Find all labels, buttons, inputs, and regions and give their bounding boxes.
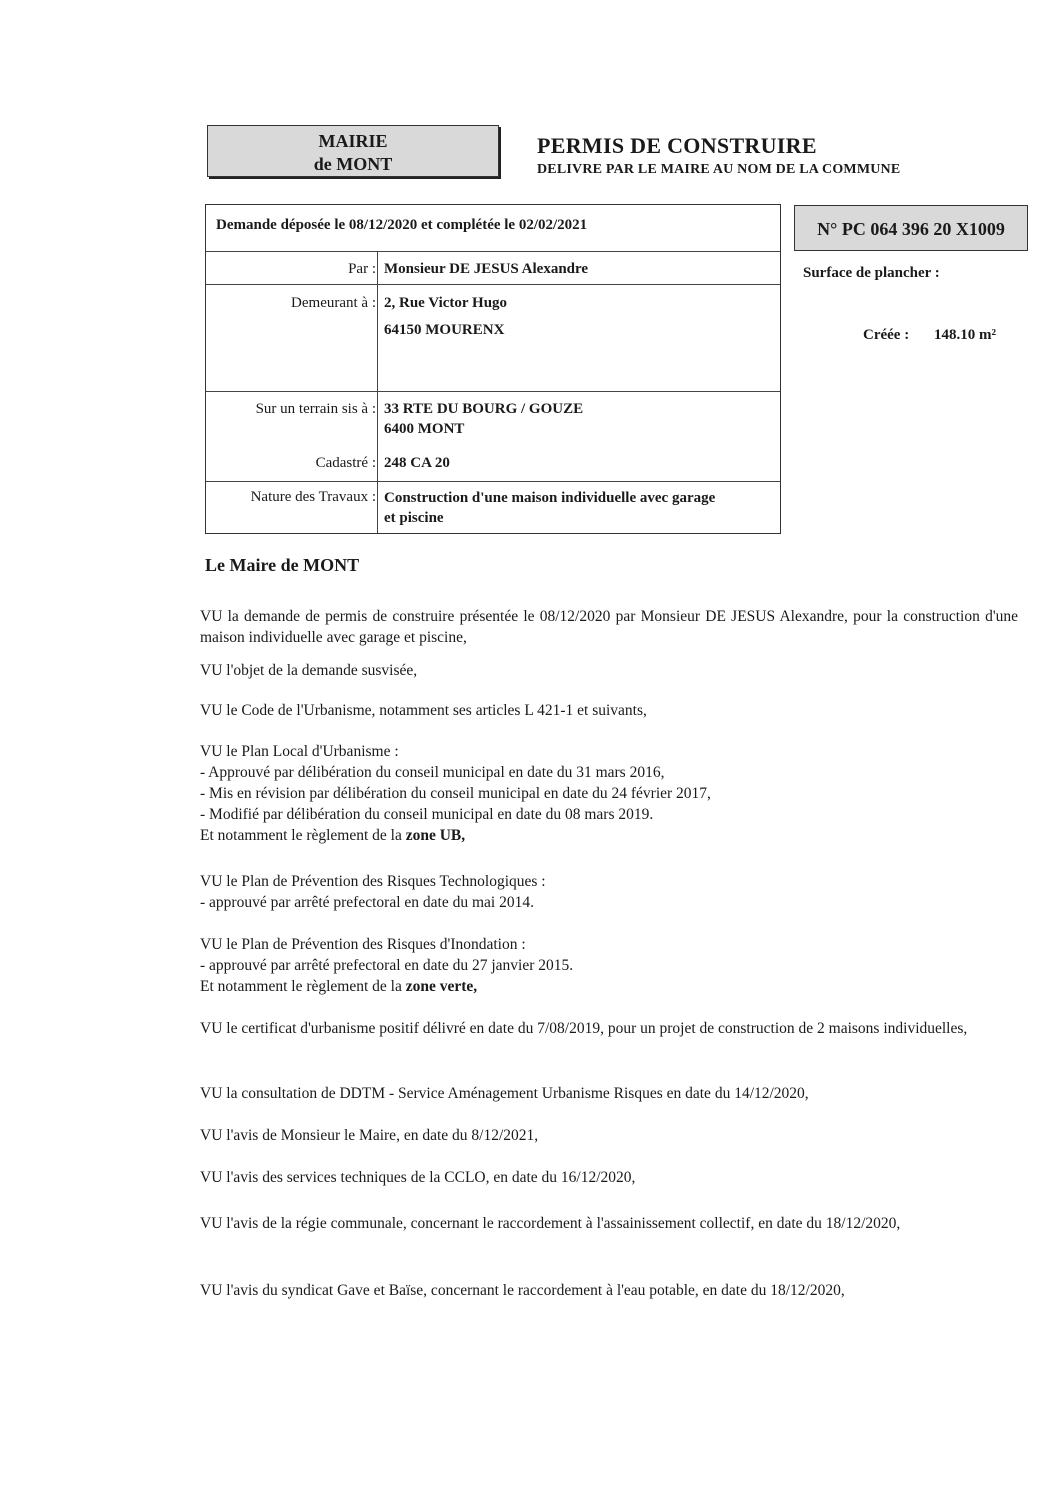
plu-line: VU le Plan Local d'Urbanisme : <box>200 743 399 760</box>
land-line1: 33 RTE DU BOURG / GOUZE <box>384 401 584 417</box>
paragraph-plu <box>200 741 1018 846</box>
land-label: Sur un terrain sis à : <box>255 401 376 417</box>
plu-line: - Mis en révision par délibération du conseil municipal en date du 24 février 2017, <box>200 785 711 802</box>
ppri-line: VU le Plan de Prévention des Risques d'Inondation : <box>200 936 526 953</box>
applicant-label: Par : <box>348 261 376 277</box>
address-line1: 2, Rue Victor Hugo <box>384 295 508 311</box>
works-label: Nature des Travaux : <box>250 489 376 505</box>
works-line2: et piscine <box>384 510 444 526</box>
address-line2: 64150 MOURENX <box>384 322 505 338</box>
paragraph-cclo: VU l'avis des services techniques de la CCLO, en date du 16/12/2020, <box>200 1169 636 1186</box>
zone-ub: zone UB, <box>405 827 466 844</box>
ppri-line: Et notamment le règlement de la zone verte, <box>200 978 478 995</box>
mairie-line2: de MONT <box>313 154 393 174</box>
applicant-value: Monsieur DE JESUS Alexandre <box>384 261 589 277</box>
paragraph-code: VU le Code de l'Urbanisme, notamment ses articles L 421-1 et suivants, <box>200 702 647 719</box>
cadastre-label: Cadastré : <box>315 455 376 471</box>
permit-title: PERMIS DE CONSTRUIRE <box>537 133 817 158</box>
mairie-line1: MAIRIE <box>318 131 388 151</box>
plu-line: - Approuvé par délibération du conseil municipal en date du 31 mars 2016, <box>200 764 665 781</box>
paragraph-pprt <box>200 871 1018 913</box>
zone-verte: zone verte, <box>405 978 478 995</box>
filing-dates: Demande déposée le 08/12/2020 et complétée le 02/02/2021 <box>216 217 588 233</box>
paragraph-regie: VU l'avis de la régie communale, concernant le raccordement à l'assainissement collectif, en date du 18/12/2020, <box>200 1215 901 1232</box>
surface-label: Surface de plancher : <box>803 265 940 281</box>
land-line2: 6400 MONT <box>384 421 465 437</box>
paragraph-object: VU l'objet de la demande susvisée, <box>200 662 418 679</box>
plu-line: - Modifié par délibération du conseil municipal en date du 08 mars 2019. <box>200 806 654 823</box>
paragraph-syndicat: VU l'avis du syndicat Gave et Baïse, concernant le raccordement à l'eau potable, en date du 18/12/2020, <box>200 1282 845 1299</box>
address-label: Demeurant à : <box>291 295 376 311</box>
permit-number: N° PC 064 396 20 X1009 <box>794 205 1028 251</box>
pprt-line: - approuvé par arrêté prefectoral en date du mai 2014. <box>200 894 534 911</box>
mairie-box <box>207 125 499 177</box>
mayor-heading: Le Maire de MONT <box>205 555 360 575</box>
application-table <box>205 204 781 534</box>
cadastre-value: 248 CA 20 <box>384 455 450 471</box>
ppri-line: - approuvé par arrêté prefectoral en date du 27 janvier 2015. <box>200 957 574 974</box>
paragraph-mayor-opinion: VU l'avis de Monsieur le Maire, en date du 8/12/2021, <box>200 1127 539 1144</box>
paragraph-ddtm: VU la consultation de DDTM - Service Aménagement Urbanisme Risques en date du 14/12/2020, <box>200 1085 809 1102</box>
works-line1: Construction d'une maison individuelle avec garage <box>384 490 716 506</box>
paragraph-certificate: VU le certificat d'urbanisme positif délivré en date du 7/08/2019, pour un projet de construction de 2 maisons individuelles, <box>200 1020 968 1037</box>
permit-subtitle: DELIVRE PAR LE MAIRE AU NOM DE LA COMMUNE <box>537 162 901 177</box>
pprt-line: VU le Plan de Prévention des Risques Technologiques : <box>200 873 546 890</box>
plu-line: Et notamment le règlement de la zone UB, <box>200 827 466 844</box>
surface-created-label: Créée : <box>863 327 910 343</box>
paragraph-request: VU la demande de permis de construire présentée le 08/12/2020 par Monsieur DE JESUS Alexandre, pour la construction d'une maison individuelle avec garage et piscine, <box>200 608 1018 646</box>
paragraph-ppri <box>200 934 1018 997</box>
surface-created-value: 148.10 m² <box>934 327 996 343</box>
